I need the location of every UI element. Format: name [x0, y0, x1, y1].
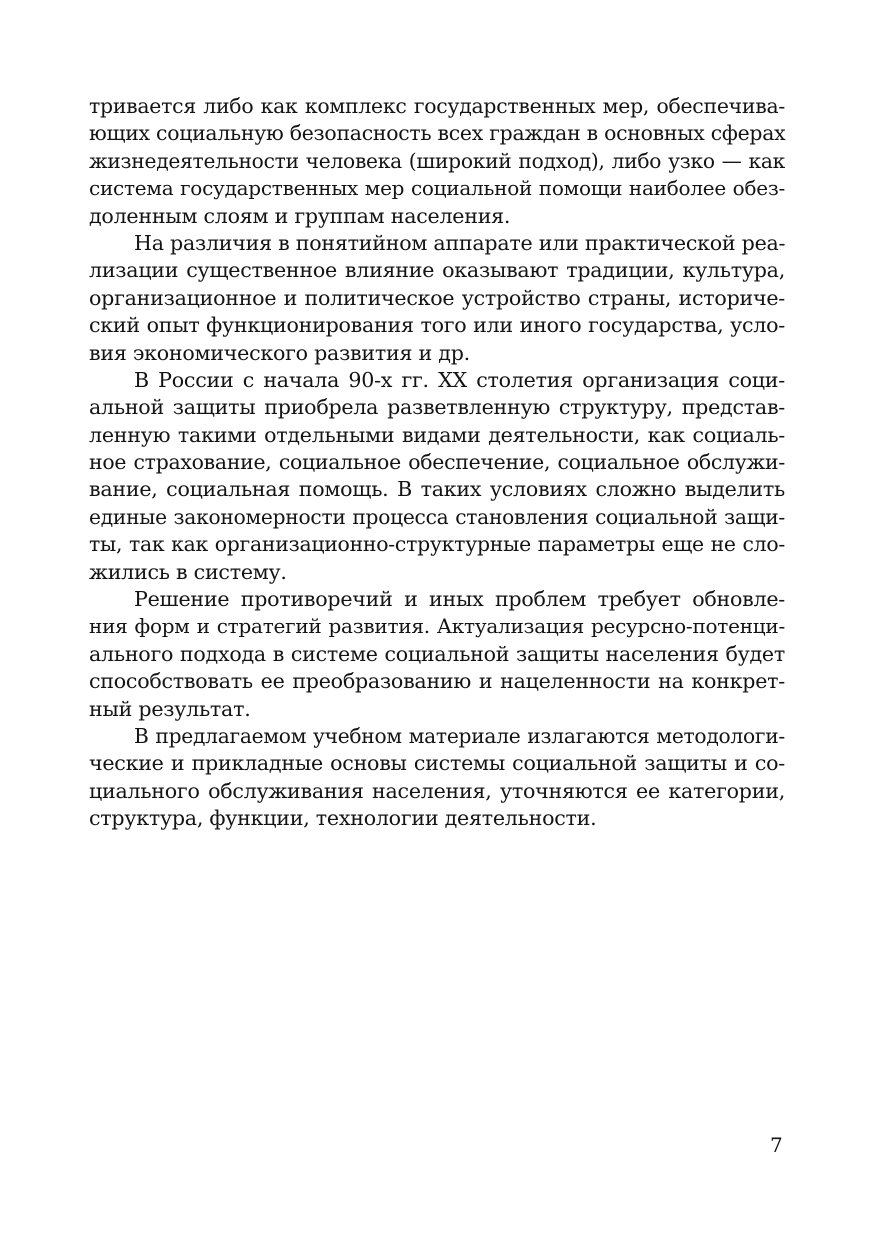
paragraph	[89, 230, 785, 367]
text-line: организационное и политическое устройство страны, историче-	[89, 285, 785, 310]
text-line: Решение противоречий и иных проблем требует обновле-	[134, 587, 785, 612]
text-line: жизнедеятельности человека (широкий подход), либо узко — как	[89, 148, 785, 173]
text-line: лизации существенное влияние оказывают традиции, культура,	[89, 258, 785, 283]
text-line: циального обслуживания населения, уточняются ее категории,	[89, 778, 785, 803]
text-line: ния форм и стратегий развития. Актуализация ресурсно-потенци-	[89, 614, 785, 639]
paragraph	[89, 93, 785, 230]
text-line: В предлагаемом учебном материале излагаются методологи-	[134, 723, 785, 748]
page-number: 7	[770, 1133, 783, 1157]
text-line: ский опыт функционирования того или иного государства, усло-	[89, 313, 785, 338]
text-line: вание, социальная помощь. В таких условиях сложно выделить	[89, 477, 785, 502]
text-line: доленным слоям и группам населения.	[89, 203, 511, 228]
text-line: жились в систему.	[89, 559, 287, 584]
text-line: В России с начала 90-х гг. XX столетия организация соци-	[134, 367, 785, 392]
text-line: ющих социальную безопасность всех граждан в основных сферах	[89, 121, 786, 146]
text-line: ное страхование, социальное обеспечение, социальное обслужи-	[89, 450, 785, 475]
text-line: ный результат.	[89, 696, 251, 721]
text-line: способствовать ее преобразованию и нацеленности на конкрет-	[89, 669, 785, 694]
text-line: тривается либо как комплекс государственных мер, обеспечива-	[89, 94, 785, 118]
text-line: ленную такими отдельными видами деятельности, как социаль-	[89, 422, 785, 447]
paragraph	[89, 723, 785, 833]
text-line: структура, функции, технологии деятельности.	[89, 806, 597, 831]
text-line: ческие и прикладные основы системы социальной защиты и со-	[89, 751, 785, 776]
text-line: ального подхода в системе социальной защиты населения будет	[89, 641, 785, 666]
text-line: альной защиты приобрела разветвленную структуру, представ-	[89, 395, 785, 420]
text-line: ты, так как организационно-структурные параметры еще не сло-	[89, 532, 785, 557]
paragraph	[89, 586, 785, 723]
text-line: вия экономического развития и др.	[89, 340, 470, 365]
text-line: единые закономерности процесса становления социальной защи-	[89, 504, 785, 529]
body-text	[89, 93, 785, 833]
text-line: На различия в понятийном аппарате или практической реа-	[134, 230, 786, 255]
text-line: система государственных мер социальной помощи наиболее обез-	[89, 176, 785, 201]
paragraph	[89, 367, 785, 586]
